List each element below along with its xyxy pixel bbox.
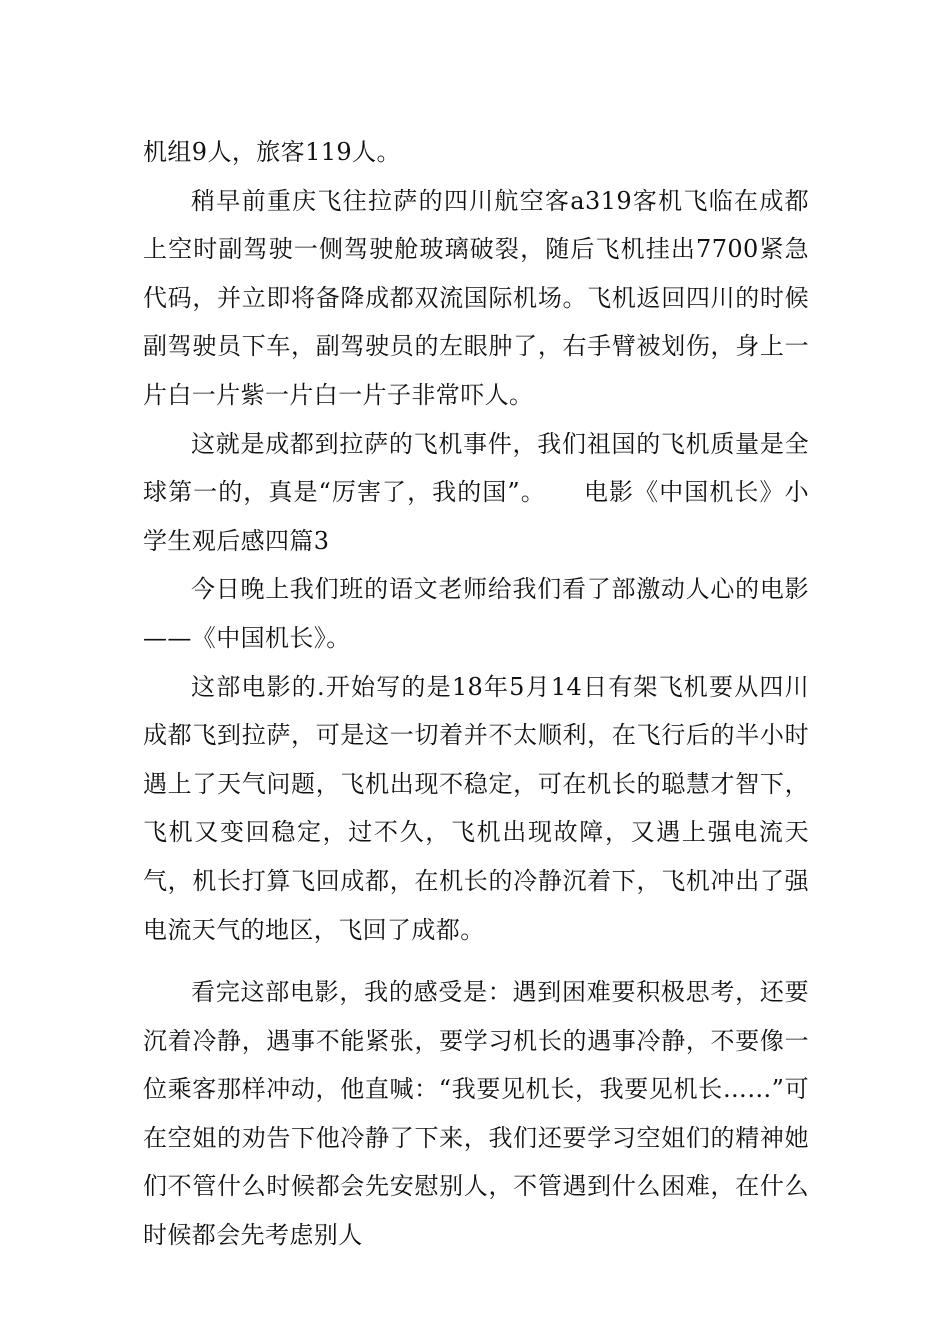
paragraph-3: 这就是成都到拉萨的飞机事件，我们祖国的飞机质量是全球第一的，真是“厉害了，我的国”。 电影《中国机长》小学生观后感四篇3 [143,429,809,555]
paragraph-5: 这部电影的.开始写的是18年5月14日有架飞机要从四川成都飞到拉萨，可是这一切着并不太顺利，在飞行后的半小时遇上了天气问题，飞机出现不稳定，可在机长的聪慧才智下，飞机又变回稳定，过不久，飞机出现故障，又遇上强电流天气，机长打算飞回成都，在机长的冷静沉着下，飞机冲出了强电流天气的地区，飞回了成都。 [143,672,809,944]
paragraph-4: 今日晚上我们班的语文老师给我们看了部激动人心的电影——《中国机长》。 [143,575,809,652]
document-body [143,128,809,1260]
paragraph-6: 看完这部电影，我的感受是：遇到困难要积极思考，还要沉着冷静，遇事不能紧张，要学习机长的遇事冷静，不要像一位乘客那样冲动，他直喊：“我要见机长，我要见机长……”可在空姐的劝告下他冷静了下来，我们还要学习空姐们的精神她们不管什么时候都会先安慰别人，不管遇到什么困难，在什么时候都会先考虑别人 [143,978,809,1250]
paragraph-1: 机组9人，旅客119人。 [143,138,401,166]
paragraph-2: 稍早前重庆飞往拉萨的四川航空客a319客机飞临在成都上空时副驾驶一侧驾驶舱玻璃破裂，随后飞机挂出7700紧急代码，并立即将备降成都双流国际机场。飞机返回四川的时候副驾驶员下车，副驾驶员的左眼肿了，右手臂被划伤，身上一片白一片紫一片白一片子非常吓人。 [143,186,809,409]
